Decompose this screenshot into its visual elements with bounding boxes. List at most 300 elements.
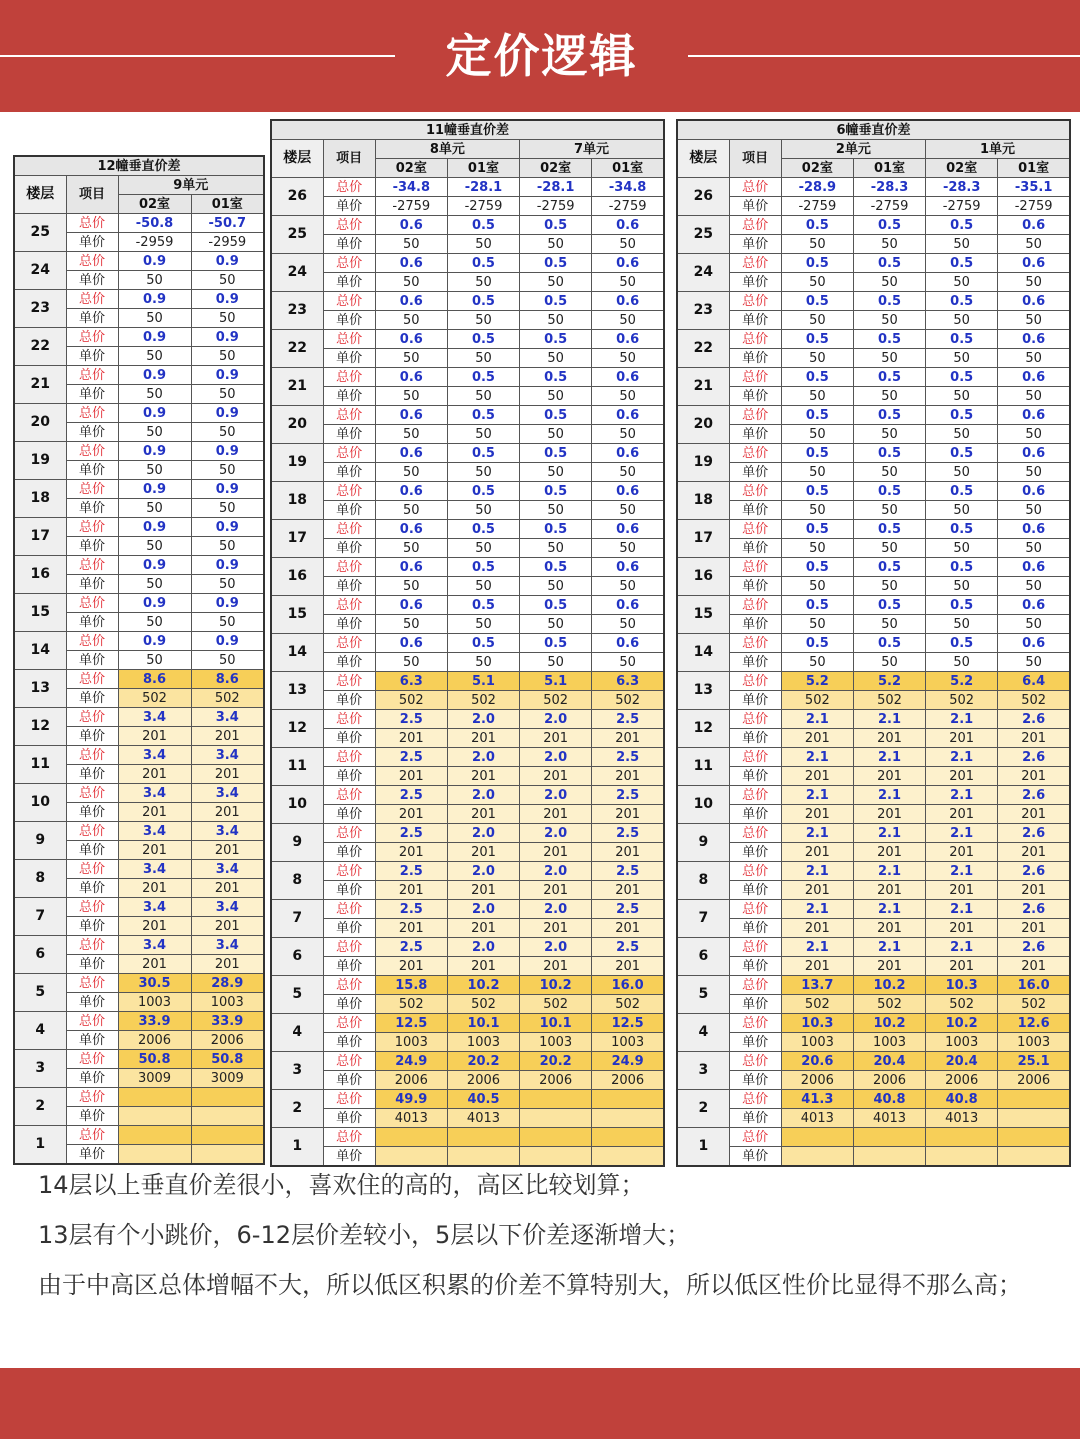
unit-price-cell: 50 — [375, 349, 447, 368]
total-price-cell: 2.6 — [998, 862, 1070, 881]
table-row — [271, 976, 664, 995]
total-price-cell: 2.5 — [375, 748, 447, 767]
unit-header: 7单元 — [520, 140, 664, 159]
unit-price-cell: 1003 — [926, 1033, 998, 1052]
unit-price-cell: 50 — [375, 501, 447, 520]
unit-price-cell: 50 — [781, 273, 853, 292]
unit-price-cell: 502 — [781, 691, 853, 710]
total-price-cell: 0.9 — [118, 328, 191, 347]
total-price-cell: -50.7 — [191, 214, 264, 233]
unit-price-cell: 50 — [520, 463, 592, 482]
table-row — [677, 672, 1070, 691]
total-price-cell: 2.5 — [375, 710, 447, 729]
unit-price-cell: 4013 — [853, 1109, 925, 1128]
table-row — [14, 1088, 264, 1107]
table-row — [14, 518, 264, 537]
unit-price-label: 单价 — [729, 729, 781, 748]
table-row — [271, 805, 664, 824]
total-price-cell: 0.5 — [447, 254, 519, 273]
total-price-cell: 0.6 — [375, 292, 447, 311]
unit-price-cell: 50 — [592, 501, 664, 520]
total-price-label: 总价 — [729, 596, 781, 615]
floor-cell: 15 — [271, 596, 323, 634]
unit-price-cell: 50 — [998, 311, 1070, 330]
room-header: 01室 — [592, 159, 664, 178]
total-price-cell: 0.5 — [926, 406, 998, 425]
unit-price-label: 单价 — [729, 691, 781, 710]
unit-price-cell: 50 — [520, 577, 592, 596]
table-row — [271, 596, 664, 615]
room-header: 01室 — [191, 195, 264, 214]
floor-cell: 6 — [677, 938, 729, 976]
total-price-cell: 0.5 — [853, 216, 925, 235]
total-price-label: 总价 — [323, 672, 375, 691]
unit-price-cell: 50 — [520, 311, 592, 330]
room-header: 02室 — [781, 159, 853, 178]
unit-price-label: 单价 — [729, 311, 781, 330]
unit-price-label: 单价 — [323, 1147, 375, 1167]
unit-price-cell: 201 — [998, 957, 1070, 976]
unit-price-cell: 201 — [447, 881, 519, 900]
unit-price-cell: 2006 — [926, 1071, 998, 1090]
total-price-label: 总价 — [66, 252, 118, 271]
unit-price-label: 单价 — [323, 1109, 375, 1128]
unit-price-label: 单价 — [66, 233, 118, 252]
unit-price-label: 单价 — [66, 461, 118, 480]
unit-price-cell: 50 — [191, 651, 264, 670]
total-price-cell: 0.9 — [191, 252, 264, 271]
unit-price-cell: 201 — [118, 803, 191, 822]
unit-price-cell: 50 — [592, 273, 664, 292]
total-price-cell: 2.1 — [926, 786, 998, 805]
floor-cell: 25 — [14, 214, 66, 252]
unit-price-cell: 201 — [520, 805, 592, 824]
total-price-cell: 0.6 — [592, 558, 664, 577]
total-price-cell: 2.1 — [853, 900, 925, 919]
unit-price-cell: 201 — [853, 843, 925, 862]
total-price-cell: 3.4 — [118, 822, 191, 841]
unit-price-cell: -2759 — [592, 197, 664, 216]
table-row — [271, 178, 664, 197]
unit-price-cell: 2006 — [853, 1071, 925, 1090]
page-title: 定价逻辑 — [445, 29, 638, 83]
total-price-cell: 3.4 — [118, 898, 191, 917]
total-price-label: 总价 — [66, 594, 118, 613]
unit-price-cell: 50 — [118, 651, 191, 670]
unit-price-cell: 50 — [853, 387, 925, 406]
unit-price-cell: 1003 — [853, 1033, 925, 1052]
total-price-cell: 0.5 — [520, 444, 592, 463]
unit-price-label: 单价 — [66, 1031, 118, 1050]
unit-price-label: 单价 — [66, 423, 118, 442]
total-price-label: 总价 — [729, 710, 781, 729]
total-price-cell: 2.6 — [998, 786, 1070, 805]
total-price-label: 总价 — [729, 1014, 781, 1033]
table-row — [271, 1052, 664, 1071]
table-row — [271, 539, 664, 558]
table-row — [677, 406, 1070, 425]
total-price-cell: 2.6 — [998, 938, 1070, 957]
room-header: 01室 — [998, 159, 1070, 178]
table-row — [677, 1128, 1070, 1147]
table-building-11 — [270, 119, 665, 1167]
unit-price-cell: 1003 — [191, 993, 264, 1012]
total-price-cell: 2.0 — [447, 824, 519, 843]
unit-price-label: 单价 — [323, 653, 375, 672]
floor-cell: 3 — [271, 1052, 323, 1090]
unit-price-cell: 50 — [781, 235, 853, 254]
total-price-label: 总价 — [323, 444, 375, 463]
total-price-cell: 0.5 — [853, 520, 925, 539]
total-price-cell: 12.5 — [375, 1014, 447, 1033]
unit-price-label: 单价 — [323, 843, 375, 862]
total-price-cell: 0.6 — [998, 216, 1070, 235]
unit-price-label: 单价 — [66, 347, 118, 366]
total-price-cell: 6.3 — [375, 672, 447, 691]
table-row — [677, 1109, 1070, 1128]
table-row — [271, 672, 664, 691]
table-row — [677, 1014, 1070, 1033]
total-price-cell: 12.6 — [998, 1014, 1070, 1033]
total-price-cell: 2.1 — [853, 862, 925, 881]
total-price-cell: 2.1 — [853, 786, 925, 805]
room-header: 01室 — [447, 159, 519, 178]
unit-price-cell: 50 — [592, 463, 664, 482]
table-title: 6幢垂直价差 — [677, 120, 1070, 140]
unit-price-cell: 4013 — [781, 1109, 853, 1128]
total-price-cell: 2.1 — [781, 938, 853, 957]
unit-price-cell: 50 — [781, 615, 853, 634]
unit-price-cell: 502 — [998, 691, 1070, 710]
unit-price-cell: 201 — [781, 881, 853, 900]
floor-cell: 16 — [14, 556, 66, 594]
total-price-cell: 0.5 — [447, 596, 519, 615]
unit-price-label: 单价 — [729, 577, 781, 596]
unit-price-cell: 201 — [853, 805, 925, 824]
unit-price-cell: 201 — [853, 919, 925, 938]
total-price-cell: 10.2 — [447, 976, 519, 995]
total-price-cell: 24.9 — [592, 1052, 664, 1071]
table-row — [14, 252, 264, 271]
unit-price-cell: 2006 — [191, 1031, 264, 1050]
total-price-label: 总价 — [66, 822, 118, 841]
table-row — [271, 349, 664, 368]
unit-price-label: 单价 — [66, 499, 118, 518]
unit-price-label: 单价 — [323, 235, 375, 254]
total-price-cell: 0.6 — [592, 368, 664, 387]
unit-price-cell: 50 — [926, 539, 998, 558]
header-banner — [0, 0, 1080, 112]
unit-price-cell — [118, 1107, 191, 1126]
floor-cell: 20 — [14, 404, 66, 442]
total-price-label: 总价 — [729, 1090, 781, 1109]
unit-price-cell: 50 — [781, 539, 853, 558]
total-price-cell: 20.2 — [520, 1052, 592, 1071]
table-row — [677, 349, 1070, 368]
unit-price-cell: 502 — [375, 995, 447, 1014]
total-price-cell: 5.1 — [520, 672, 592, 691]
unit-price-cell: 50 — [447, 311, 519, 330]
table-row — [14, 404, 264, 423]
table-row — [677, 767, 1070, 786]
unit-price-label: 单价 — [729, 957, 781, 976]
unit-price-label: 单价 — [66, 1069, 118, 1088]
total-price-cell: 0.5 — [781, 254, 853, 273]
unit-price-cell — [520, 1109, 592, 1128]
unit-price-cell: 50 — [781, 577, 853, 596]
table-row — [677, 596, 1070, 615]
unit-price-cell: 50 — [118, 271, 191, 290]
floor-cell: 14 — [271, 634, 323, 672]
total-price-label: 总价 — [729, 1052, 781, 1071]
unit-price-cell: 50 — [926, 349, 998, 368]
table-row — [677, 824, 1070, 843]
table-row — [14, 670, 264, 689]
unit-price-cell: 50 — [781, 311, 853, 330]
table-row — [677, 330, 1070, 349]
table-row — [14, 594, 264, 613]
table-row — [677, 653, 1070, 672]
table-row — [271, 197, 664, 216]
room-header: 02室 — [118, 195, 191, 214]
table-row — [677, 520, 1070, 539]
total-price-label: 总价 — [66, 556, 118, 575]
table-row — [14, 822, 264, 841]
total-price-cell: 0.5 — [781, 292, 853, 311]
table-row — [271, 254, 664, 273]
unit-price-cell: 50 — [520, 501, 592, 520]
total-price-cell: 50.8 — [191, 1050, 264, 1069]
total-price-label: 总价 — [729, 406, 781, 425]
unit-price-label: 单价 — [66, 689, 118, 708]
unit-price-label: 单价 — [323, 919, 375, 938]
table-row — [271, 995, 664, 1014]
unit-price-cell: 50 — [118, 385, 191, 404]
total-price-label: 总价 — [323, 216, 375, 235]
total-price-cell: 0.5 — [926, 254, 998, 273]
unit-price-label: 单价 — [729, 197, 781, 216]
total-price-cell: 0.9 — [118, 480, 191, 499]
unit-price-label: 单价 — [729, 843, 781, 862]
total-price-cell: 0.6 — [375, 254, 447, 273]
table-row — [271, 235, 664, 254]
unit-price-label: 单价 — [729, 235, 781, 254]
total-price-cell: 20.6 — [781, 1052, 853, 1071]
unit-price-cell: 502 — [191, 689, 264, 708]
table-row — [677, 254, 1070, 273]
table-row — [14, 214, 264, 233]
total-price-cell: 2.1 — [926, 824, 998, 843]
unit-price-cell: 50 — [853, 539, 925, 558]
floor-cell: 13 — [14, 670, 66, 708]
unit-price-cell: 201 — [191, 841, 264, 860]
total-price-cell: 0.5 — [853, 634, 925, 653]
unit-price-cell: 201 — [375, 805, 447, 824]
table-row — [677, 482, 1070, 501]
total-price-label: 总价 — [323, 824, 375, 843]
total-price-cell: 0.9 — [118, 594, 191, 613]
unit-price-label: 单价 — [66, 993, 118, 1012]
unit-price-cell: 2006 — [118, 1031, 191, 1050]
total-price-cell: 0.5 — [853, 368, 925, 387]
total-price-cell: 2.6 — [998, 824, 1070, 843]
total-price-cell: -28.9 — [781, 178, 853, 197]
total-price-cell: 2.5 — [375, 900, 447, 919]
unit-price-label: 单价 — [66, 575, 118, 594]
total-price-cell: 49.9 — [375, 1090, 447, 1109]
total-price-cell: 2.6 — [998, 748, 1070, 767]
table-row — [271, 577, 664, 596]
total-price-cell: 6.4 — [998, 672, 1070, 691]
total-price-cell: 0.5 — [520, 634, 592, 653]
total-price-cell: 0.6 — [998, 596, 1070, 615]
unit-price-cell: 201 — [998, 919, 1070, 938]
floor-cell: 2 — [14, 1088, 66, 1126]
table-row — [677, 235, 1070, 254]
table-row — [271, 957, 664, 976]
unit-price-cell: 50 — [375, 425, 447, 444]
unit-price-cell: 201 — [191, 803, 264, 822]
table-row — [271, 330, 664, 349]
header-rule-left — [0, 55, 395, 57]
unit-price-label: 单价 — [323, 311, 375, 330]
total-price-label: 总价 — [66, 366, 118, 385]
table-row — [271, 406, 664, 425]
total-price-cell: 0.5 — [447, 634, 519, 653]
total-price-cell: 0.6 — [375, 406, 447, 425]
table-row — [677, 463, 1070, 482]
unit-price-cell: 50 — [998, 387, 1070, 406]
total-price-cell: 10.3 — [926, 976, 998, 995]
unit-price-cell: 201 — [118, 841, 191, 860]
unit-price-cell: 50 — [375, 311, 447, 330]
total-price-cell: 25.1 — [998, 1052, 1070, 1071]
total-price-cell: 2.1 — [853, 824, 925, 843]
unit-price-cell: 50 — [926, 387, 998, 406]
table-row — [271, 368, 664, 387]
total-price-label: 总价 — [323, 1090, 375, 1109]
total-price-cell: 0.5 — [853, 330, 925, 349]
total-price-cell: 3.4 — [118, 784, 191, 803]
total-price-cell: 0.6 — [998, 444, 1070, 463]
table-row — [14, 556, 264, 575]
total-price-cell: 0.9 — [191, 404, 264, 423]
total-price-cell: 3.4 — [118, 860, 191, 879]
total-price-cell: 16.0 — [592, 976, 664, 995]
unit-price-cell: 1003 — [781, 1033, 853, 1052]
total-price-cell: 33.9 — [191, 1012, 264, 1031]
floor-cell: 1 — [271, 1128, 323, 1167]
total-price-cell: 3.4 — [191, 822, 264, 841]
total-price-label: 总价 — [323, 938, 375, 957]
total-price-cell: 40.8 — [926, 1090, 998, 1109]
total-price-cell: -50.8 — [118, 214, 191, 233]
unit-price-cell: 50 — [926, 615, 998, 634]
unit-price-cell: 50 — [191, 309, 264, 328]
unit-price-label: 单价 — [323, 1033, 375, 1052]
total-price-cell: 0.5 — [926, 368, 998, 387]
unit-price-label: 单价 — [729, 1071, 781, 1090]
total-price-cell: 0.5 — [853, 596, 925, 615]
total-price-cell: 2.0 — [520, 710, 592, 729]
unit-price-cell: -2759 — [375, 197, 447, 216]
unit-price-cell: 50 — [592, 349, 664, 368]
unit-price-cell: 201 — [998, 767, 1070, 786]
unit-price-label: 单价 — [66, 727, 118, 746]
unit-price-cell: 2006 — [781, 1071, 853, 1090]
table-row — [14, 366, 264, 385]
table-row — [271, 748, 664, 767]
total-price-cell: 3.4 — [191, 936, 264, 955]
unit-price-cell: 201 — [998, 729, 1070, 748]
total-price-label: 总价 — [323, 748, 375, 767]
table-building-6 — [676, 119, 1071, 1167]
total-price-cell: 50.8 — [118, 1050, 191, 1069]
floor-cell: 19 — [14, 442, 66, 480]
unit-price-cell: 50 — [781, 653, 853, 672]
unit-price-cell: 50 — [853, 235, 925, 254]
total-price-cell: 2.5 — [375, 938, 447, 957]
table-row — [271, 843, 664, 862]
unit-price-cell: 201 — [447, 805, 519, 824]
unit-price-cell: 502 — [853, 995, 925, 1014]
unit-price-cell: 50 — [447, 273, 519, 292]
total-price-label: 总价 — [323, 1014, 375, 1033]
total-price-cell: 3.4 — [118, 708, 191, 727]
table-row — [271, 767, 664, 786]
total-price-cell: 0.5 — [520, 254, 592, 273]
total-price-cell: 0.5 — [520, 406, 592, 425]
floor-cell: 5 — [14, 974, 66, 1012]
unit-price-cell: 50 — [998, 425, 1070, 444]
floor-cell: 16 — [677, 558, 729, 596]
floor-cell: 22 — [271, 330, 323, 368]
unit-price-cell: 2006 — [447, 1071, 519, 1090]
unit-price-label: 单价 — [729, 501, 781, 520]
floor-header: 楼层 — [271, 140, 323, 178]
floor-cell: 11 — [14, 746, 66, 784]
unit-price-cell: 201 — [853, 729, 925, 748]
unit-price-cell: 201 — [191, 727, 264, 746]
total-price-label: 总价 — [66, 1126, 118, 1145]
total-price-cell — [118, 1126, 191, 1145]
unit-price-cell: 50 — [926, 273, 998, 292]
unit-price-cell: 502 — [926, 995, 998, 1014]
unit-price-cell: 50 — [520, 273, 592, 292]
unit-price-cell: 201 — [520, 919, 592, 938]
unit-price-cell: 201 — [592, 767, 664, 786]
unit-price-cell: 50 — [592, 235, 664, 254]
table-row — [271, 938, 664, 957]
table-row — [677, 178, 1070, 197]
total-price-cell: 10.1 — [447, 1014, 519, 1033]
total-price-cell: 3.4 — [191, 746, 264, 765]
room-header: 02室 — [520, 159, 592, 178]
floor-cell: 13 — [677, 672, 729, 710]
total-price-label: 总价 — [729, 672, 781, 691]
table-row — [677, 691, 1070, 710]
total-price-cell: 0.5 — [447, 292, 519, 311]
unit-price-label: 单价 — [323, 729, 375, 748]
unit-price-label: 单价 — [323, 349, 375, 368]
total-price-cell — [998, 1090, 1070, 1109]
floor-cell: 19 — [271, 444, 323, 482]
item-header: 项目 — [323, 140, 375, 178]
total-price-cell: 0.9 — [118, 252, 191, 271]
table-building-12 — [13, 155, 265, 1165]
total-price-cell: 2.6 — [998, 710, 1070, 729]
unit-price-cell: 50 — [853, 501, 925, 520]
